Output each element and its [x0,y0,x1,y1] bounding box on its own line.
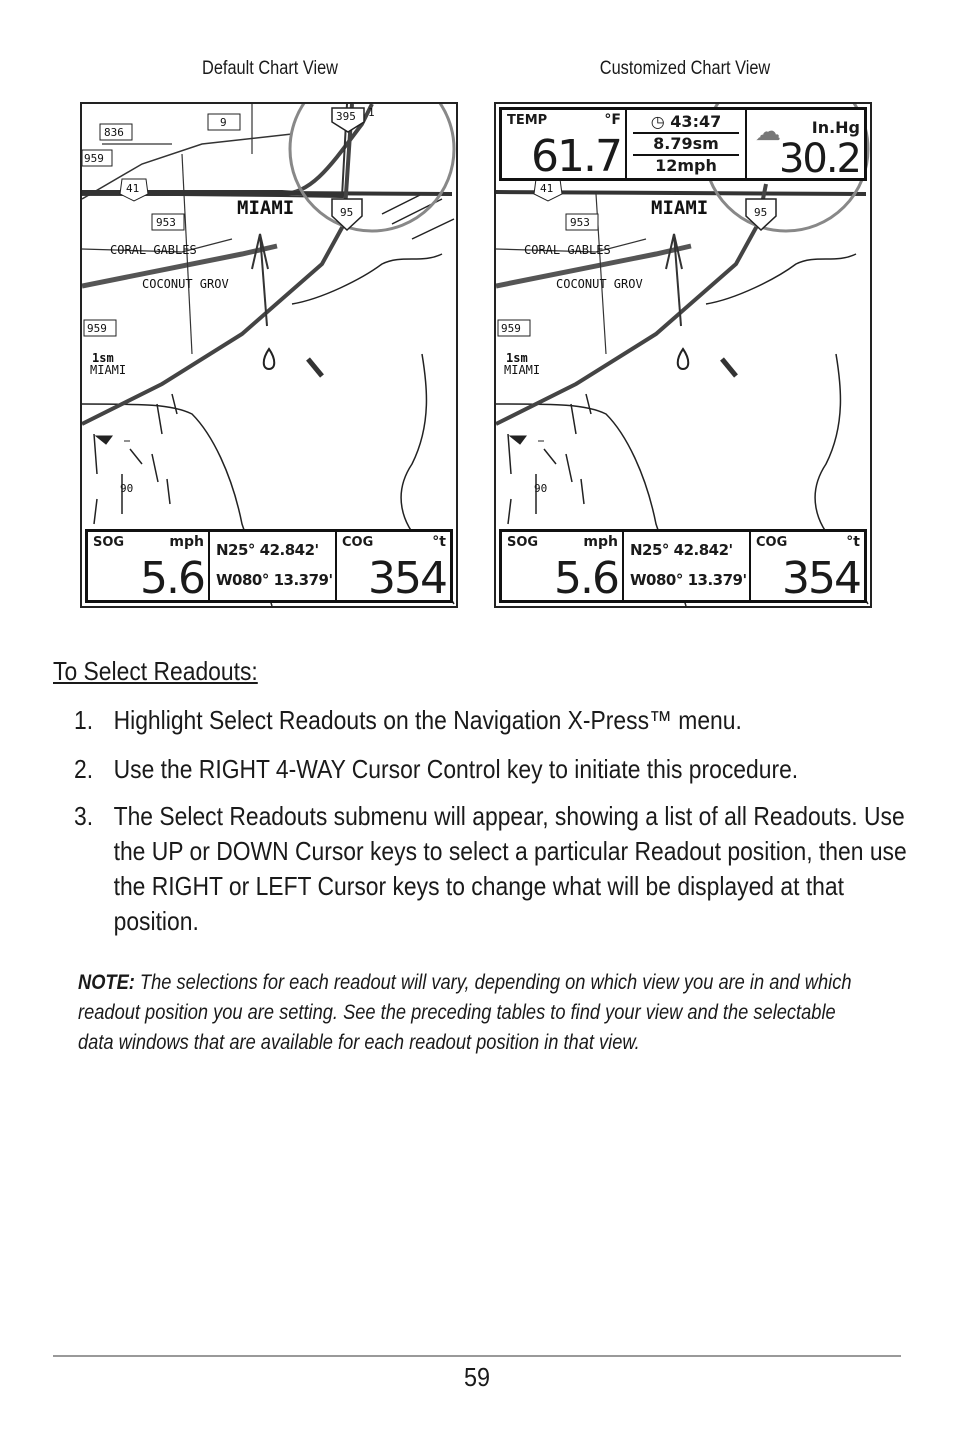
map-label-41: 41 [540,182,554,195]
position-readout [208,532,335,600]
position-readout [622,532,749,600]
map-label-coral-gables: CORAL GABLES [524,243,611,257]
speed-value: 12mph [633,154,739,176]
sog-value: 5.6 [554,553,618,604]
cog-readout [749,532,864,604]
step-number: 1. [74,705,94,735]
step-text: Use the RIGHT 4-WAY Cursor Control key to initiate this procedure. [113,754,799,784]
clock-icon: ◷ [650,112,665,131]
map-label-1: 1 [368,106,375,119]
cog-readout [335,532,450,604]
page-number: 59 [463,1362,491,1392]
map-label-coral-gables: CORAL GABLES [110,243,197,257]
bottom-readout-bar [85,529,453,603]
sog-readout [88,532,208,604]
temp-unit: °F [604,112,621,128]
map-label-miami: MIAMI [651,197,709,219]
sog-label: SOG [93,535,125,550]
map-label-9: 9 [220,116,227,129]
longitude: W080° 13.379' [630,571,747,589]
trip-readout [625,110,745,178]
default-chart-screen [80,102,458,608]
footer-rule [53,1355,901,1357]
map-label-959: 959 [84,152,104,165]
map-label-south-miami: MIAMI [504,363,541,377]
step-text: The Select Readouts submenu will appear, showing a list of all Readouts. Use the UP or DOWN Cursor keys to select a particular Readout position, then use the RIGHT or LEFT Cursor keys to change what will be displayed at that position. [113,801,907,936]
section-heading: To Select Readouts: [53,656,258,686]
cog-unit: °t [432,534,446,550]
map-label-coconut-grove: COCONUT GROV [142,277,229,291]
cog-value: 354 [368,553,446,604]
note-label: NOTE: [78,971,135,994]
sog-readout [502,532,622,604]
cog-unit: °t [846,534,860,550]
map-label-95: 95 [340,206,354,219]
note-text: The selections for each readout will vary, depending on which view you are in and which readout position you are setting. See the preceding tables to find your view and the selectable data windows that are available for each readout position in that view. [78,971,852,1054]
cog-label: COG [756,535,788,550]
map-label-95: 95 [754,206,768,219]
distance-value: 8.79sm [633,132,739,154]
map-label-395: 395 [336,110,356,123]
map-label-miami: MIAMI [237,197,295,219]
baro-readout [745,110,864,182]
latitude: N25° 42.842' [216,541,319,559]
map-label-90: 90 [120,482,134,495]
temp-value: 61.7 [531,131,621,182]
caption-default-chart-view: Default Chart View [202,58,338,79]
temp-readout [502,110,625,182]
timer-line [627,112,745,132]
top-readout-bar [499,107,867,181]
map-label-953: 953 [156,216,176,229]
weather-cloud-icon: ☁ [755,116,781,146]
bottom-readout-bar [499,529,867,603]
caption-customized-chart-view: Customized Chart View [599,58,771,79]
map-label-90: 90 [534,482,548,495]
longitude: W080° 13.379' [216,571,333,589]
note-paragraph [78,968,870,1058]
baro-unit: In.Hg [811,118,860,137]
baro-value: 30.2 [778,136,860,182]
cog-label: COG [342,535,374,550]
map-scale: 1sm [506,351,528,365]
map-label-836: 836 [104,126,124,139]
map-label-41: 41 [126,182,140,195]
temp-label: TEMP [507,113,548,128]
map-scale: 1sm [92,351,114,365]
timer-value: 43:47 [670,112,722,131]
sog-value: 5.6 [140,553,204,604]
step-number: 3. [74,801,94,831]
latitude: N25° 42.842' [630,541,733,559]
customized-chart-screen [494,102,872,608]
sog-unit: mph [169,534,204,550]
map-label-959-south: 959 [87,322,107,335]
step-number: 2. [74,754,94,784]
map-label-coconut-grove: COCONUT GROV [556,277,643,291]
sog-label: SOG [507,535,539,550]
map-label-south-miami: MIAMI [90,363,127,377]
cog-value: 354 [782,553,860,604]
sog-unit: mph [583,534,618,550]
step-text: Highlight Select Readouts on the Navigation X-Press™ menu. [113,705,742,735]
map-label-959-south: 959 [501,322,521,335]
map-label-953: 953 [570,216,590,229]
